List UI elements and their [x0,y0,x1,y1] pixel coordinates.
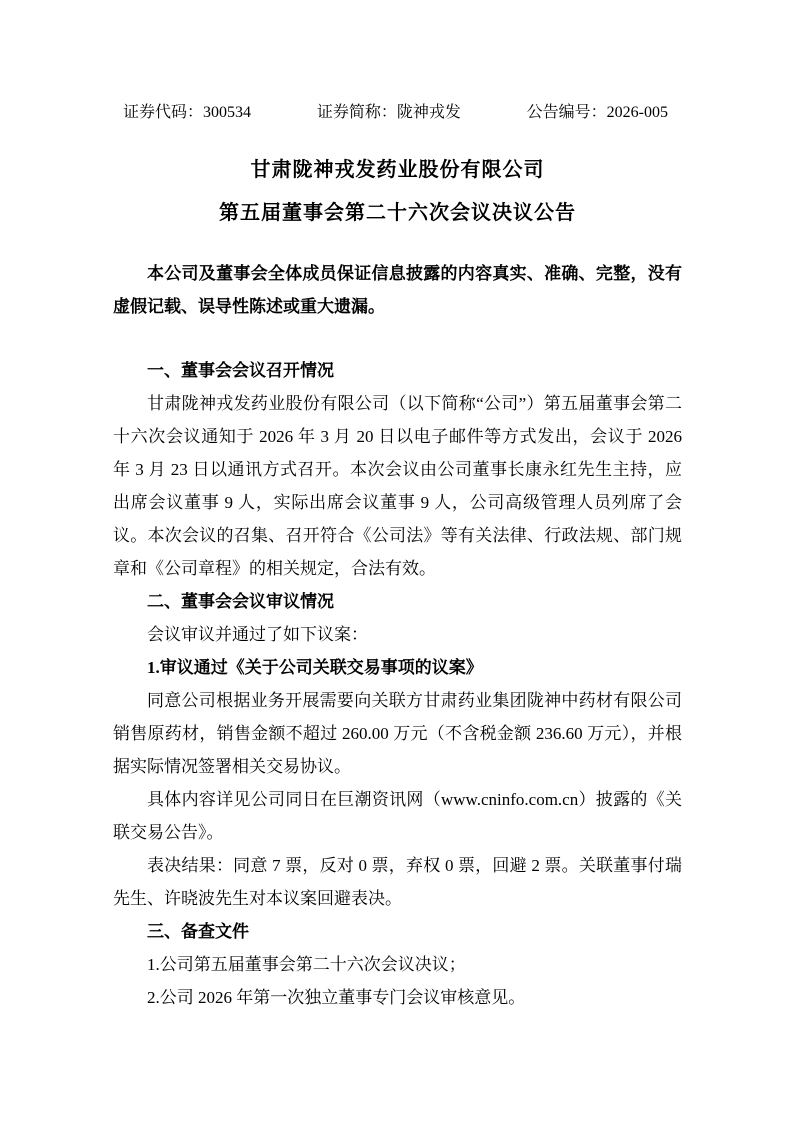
declaration-paragraph: 本公司及董事会全体成员保证信息披露的内容真实、准确、完整，没有虚假记载、误导性陈述或重大遗漏。 [113,264,682,316]
title-block [113,149,682,235]
announcement-subtitle: 第五届董事会第二十六次会议决议公告 [219,202,576,224]
section2-intro: 会议审议并通过了如下议案： [147,625,368,644]
reference-doc-1: 1.公司第五届董事会第二十六次会议决议； [147,955,466,974]
company-name-title: 甘肃陇神戎发药业股份有限公司 [250,159,545,181]
section1-heading: 一、董事会会议召开情况 [147,361,334,380]
announcement-number-label: 公告编号：2026-005 [526,104,668,121]
section1-body: 甘肃陇神戎发药业股份有限公司（以下简称“公司”）第五届董事会第二十六次会议通知于 2026 年 3 月 20 日以电子邮件等方式发出，会议于 2026 年 3 月 23 日以通讯方式召开。本次会议由公司董事长康永红先生主持，应出席会议董事 9 人，实际出席会议董事 9 人，公司高级管理人员列席了会议。本次会议的召集、召开符合《公司法》等有关法律、行政法规、部门规章和《公司章程》的相关规定，合法有效。 [113,394,682,578]
document-header [113,103,682,123]
stock-code-label: 证券代码：300534 [123,104,252,121]
proposal-1-body: 同意公司根据业务开展需要向关联方甘肃药业集团陇神中药材有限公司销售原药材，销售金额不超过 260.00 万元（不含税金额 236.60 万元），并根据实际情况签署相关交易协议。 [113,691,682,776]
section2-heading: 二、董事会会议审议情况 [147,592,334,611]
section3-heading: 三、备查文件 [147,922,249,941]
vote-result: 表决结果：同意 7 票，反对 0 票，弃权 0 票，回避 2 票。关联董事付瑞先生、许晓波先生对本议案回避表决。 [113,856,682,908]
disclosure-note: 具体内容详见公司同日在巨潮资讯网（www.cninfo.com.cn）披露的《关联交易公告》。 [113,790,682,842]
stock-name-label: 证券简称：陇神戎发 [316,104,461,121]
proposal-1-title: 1.审议通过《关于公司关联交易事项的议案》 [147,658,483,677]
reference-doc-2: 2.公司 2026 年第一次独立董事专门会议审核意见。 [147,988,526,1007]
